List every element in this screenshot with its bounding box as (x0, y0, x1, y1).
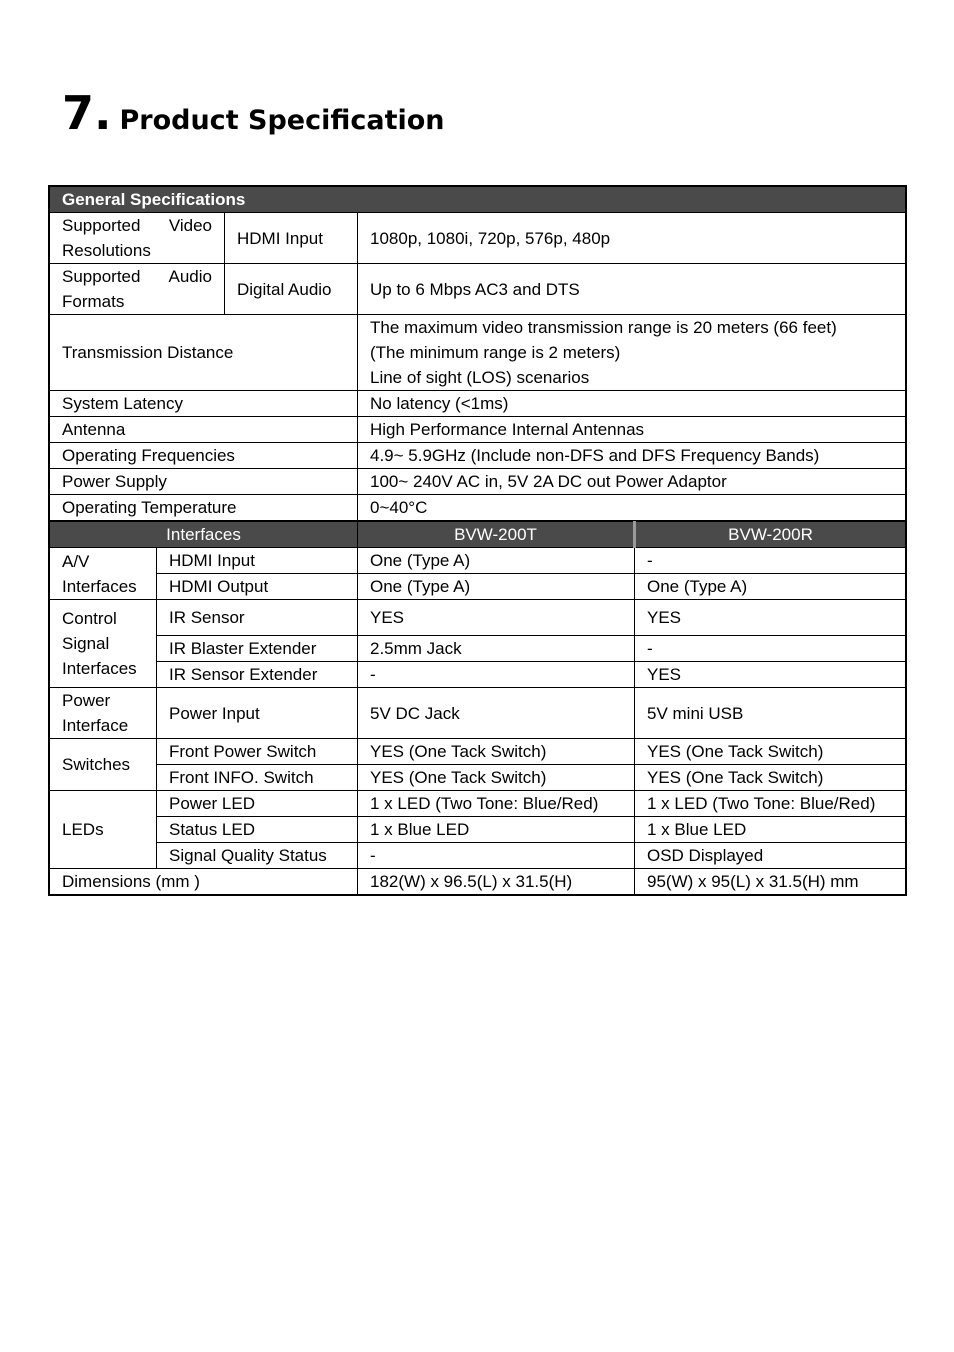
table-row (50, 548, 906, 574)
bvw-200r-value: 1 x Blue LED (635, 817, 906, 843)
video-sub: HDMI Input (225, 213, 358, 264)
bvw-200t-value: One (Type A) (358, 574, 635, 600)
audio-label: Supported Audio Formats (50, 264, 225, 315)
bvw-200r-value: One (Type A) (635, 574, 906, 600)
bvw-200r-header: BVW-200R (635, 522, 906, 548)
section-heading (62, 86, 445, 140)
bvw-200r-value: - (635, 548, 906, 574)
interface-name: Front INFO. Switch (157, 765, 358, 791)
antenna-label: Antenna (50, 417, 358, 443)
bvw-200r-value: 95(W) x 95(L) x 31.5(H) mm (635, 869, 906, 895)
section-title: Product Specification (119, 105, 445, 136)
bvw-200t-value: 1 x LED (Two Tone: Blue/Red) (358, 791, 635, 817)
bvw-200t-value: YES (358, 600, 635, 636)
temperature-value: 0~40°C (358, 495, 906, 521)
table-row (50, 213, 906, 264)
frequencies-value: 4.9~ 5.9GHz (Include non-DFS and DFS Frequency Bands) (358, 443, 906, 469)
control-group-label: Control Signal Interfaces (50, 600, 157, 688)
table-row (50, 869, 906, 895)
table-row (50, 469, 906, 495)
interfaces-header-row (50, 522, 906, 548)
table-row (50, 417, 906, 443)
audio-sub: Digital Audio (225, 264, 358, 315)
distance-label: Transmission Distance (50, 315, 358, 391)
interface-name: Signal Quality Status (157, 843, 358, 869)
bvw-200t-value: - (358, 843, 635, 869)
switches-group-label: Switches (50, 739, 157, 791)
bvw-200r-value: YES (One Tack Switch) (635, 739, 906, 765)
spec-table-wrapper (48, 185, 907, 896)
bvw-200t-value: One (Type A) (358, 548, 635, 574)
table-row (50, 739, 906, 765)
bvw-200t-value: 1 x Blue LED (358, 817, 635, 843)
interfaces-table (49, 521, 906, 895)
power-supply-label: Power Supply (50, 469, 358, 495)
table-row (50, 315, 906, 391)
bvw-200r-value: 5V mini USB (635, 688, 906, 739)
table-row (50, 264, 906, 315)
interface-name: IR Sensor Extender (157, 662, 358, 688)
bvw-200t-value: YES (One Tack Switch) (358, 765, 635, 791)
antenna-value: High Performance Internal Antennas (358, 417, 906, 443)
interface-name: Status LED (157, 817, 358, 843)
general-spec-table (49, 186, 906, 521)
bvw-200r-value: 1 x LED (Two Tone: Blue/Red) (635, 791, 906, 817)
interfaces-header: Interfaces (50, 522, 358, 548)
latency-label: System Latency (50, 391, 358, 417)
bvw-200t-header: BVW-200T (358, 522, 635, 548)
distance-value: The maximum video transmission range is 20 meters (66 feet) (The minimum range is 2 meters) Line of sight (LOS) scenarios (358, 315, 906, 391)
table-row (50, 600, 906, 636)
audio-value: Up to 6 Mbps AC3 and DTS (358, 264, 906, 315)
general-spec-title: General Specifications (50, 187, 906, 213)
video-value: 1080p, 1080i, 720p, 576p, 480p (358, 213, 906, 264)
section-number: 7. (62, 86, 112, 140)
bvw-200r-value: OSD Displayed (635, 843, 906, 869)
latency-value: No latency (<1ms) (358, 391, 906, 417)
power-group-label: Power Interface (50, 688, 157, 739)
interface-name: HDMI Output (157, 574, 358, 600)
bvw-200r-value: YES (635, 662, 906, 688)
table-row (50, 636, 906, 662)
table-row (50, 391, 906, 417)
bvw-200t-value: 5V DC Jack (358, 688, 635, 739)
interface-name: Power Input (157, 688, 358, 739)
interface-name: HDMI Input (157, 548, 358, 574)
table-row (50, 662, 906, 688)
power-supply-value: 100~ 240V AC in, 5V 2A DC out Power Adaptor (358, 469, 906, 495)
bvw-200t-value: 2.5mm Jack (358, 636, 635, 662)
bvw-200r-value: YES (635, 600, 906, 636)
bvw-200t-value: YES (One Tack Switch) (358, 739, 635, 765)
table-row (50, 574, 906, 600)
table-row (50, 688, 906, 739)
bvw-200t-value: 182(W) x 96.5(L) x 31.5(H) (358, 869, 635, 895)
bvw-200t-value: - (358, 662, 635, 688)
temperature-label: Operating Temperature (50, 495, 358, 521)
av-group-label: A/V Interfaces (50, 548, 157, 600)
table-row (50, 791, 906, 817)
table-row (50, 765, 906, 791)
interface-name: Power LED (157, 791, 358, 817)
table-row (50, 817, 906, 843)
interface-name: Front Power Switch (157, 739, 358, 765)
table-row (50, 443, 906, 469)
dimensions-label: Dimensions (mm ) (50, 869, 358, 895)
table-row (50, 843, 906, 869)
frequencies-label: Operating Frequencies (50, 443, 358, 469)
interface-name: IR Sensor (157, 600, 358, 636)
bvw-200r-value: - (635, 636, 906, 662)
interface-name: IR Blaster Extender (157, 636, 358, 662)
video-label: Supported Video Resolutions (50, 213, 225, 264)
table-row (50, 495, 906, 521)
bvw-200r-value: YES (One Tack Switch) (635, 765, 906, 791)
leds-group-label: LEDs (50, 791, 157, 869)
